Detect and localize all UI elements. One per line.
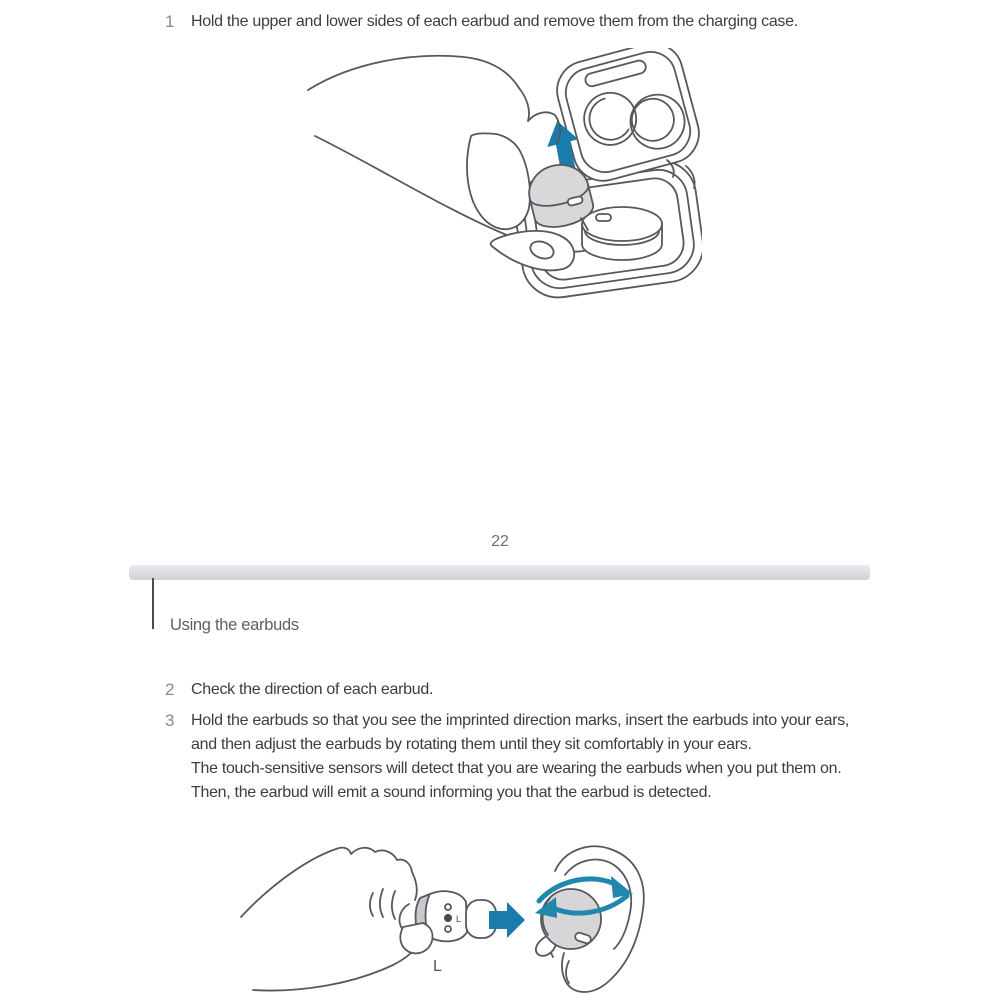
hand [308,56,560,243]
step-2-number: 2 [165,680,175,699]
earbud-in-ear [536,889,601,956]
page-number: 22 [491,533,509,550]
step-1-number: 1 [165,12,175,31]
page-break-bar [129,565,870,580]
illustration-remove-earbud-from-case [296,48,702,300]
section-header: Using the earbuds [170,616,299,634]
illustration-insert-earbud-into-ear [233,841,661,999]
section-header-tick [152,578,154,629]
step-3 [165,709,855,805]
earbud-side-label: L [433,958,442,975]
earbud-in-case [582,207,662,260]
earbud-direction-mark: L [456,914,462,924]
step-3-number: 3 [165,711,175,730]
step-1-text: Hold the upper and lower sides of each earbud and remove them from the charging case. [191,13,798,30]
thumb [491,231,575,270]
step-3-text: Hold the earbuds so that you see the imprinted direction marks, insert the earbuds into your ears, and then adjust the earbuds by rotating them until they sit comfortably in your ears. The touch-sensitive sensors will detect that you are wearing the earbuds when you put them on. Then, the earbud will emit a sound informing you that the earbud is detected. [191,709,855,805]
step-2 [165,678,855,702]
step-3-note: The touch-sensitive sensors will detect that you are wearing the earbuds when you put them on. Then, the earbud will emit a sound informing you that the earbud is detected. [191,760,842,801]
step-2-text: Check the direction of each earbud. [191,681,434,698]
step-1 [165,10,855,34]
